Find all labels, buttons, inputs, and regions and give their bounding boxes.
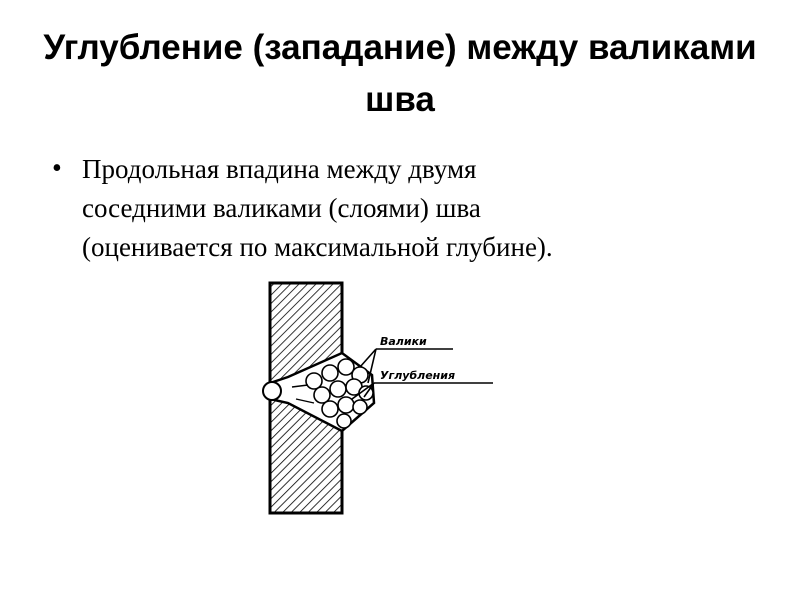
slide-title: Углубление (западание) между валиками шва bbox=[43, 28, 757, 119]
label-beads: Валики bbox=[380, 335, 427, 348]
label-grooves: Углубления bbox=[380, 369, 456, 382]
bullet-text: Продольная впадина между двумя соседними валиками (слоями) шва (оценивается по максимальной глубине). bbox=[82, 154, 553, 262]
bullet-marker: • bbox=[52, 153, 62, 184]
weld-diagram bbox=[248, 275, 508, 520]
